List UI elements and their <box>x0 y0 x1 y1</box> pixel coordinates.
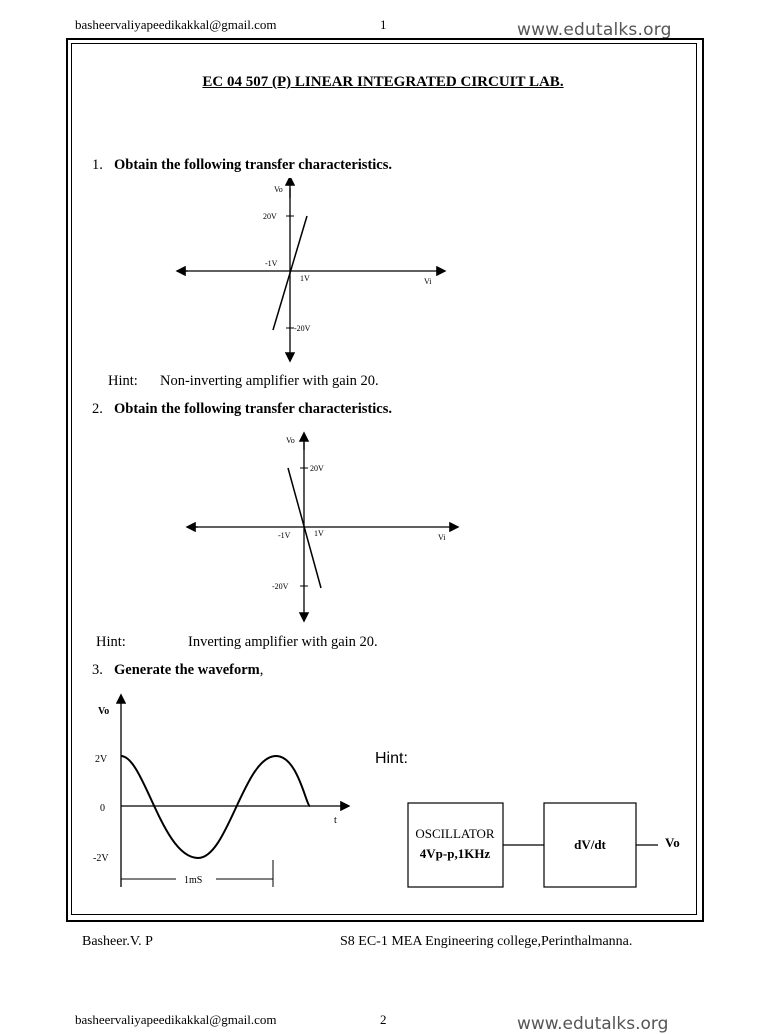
question-1-number: 1. <box>92 157 103 173</box>
graph-1-y-neg-label: -20V <box>294 324 311 333</box>
question-3 <box>92 662 263 679</box>
graph-2-y-label: Vo <box>286 436 295 445</box>
page-number: 1 <box>380 17 387 32</box>
waveform-t-label: t <box>334 815 337 826</box>
graph-2-y-neg-label: -20V <box>272 582 289 591</box>
hint-2-label: Hint: <box>96 634 126 650</box>
graph-2-x-label: Vi <box>438 533 446 542</box>
block-output-label: Vo <box>665 835 680 850</box>
question-2 <box>92 401 392 418</box>
hint-2 <box>96 634 378 651</box>
question-2-text: Obtain the following transfer characteristics. <box>114 401 393 417</box>
next-page-header-email: basheervaliyapeedikakkal@gmail.com <box>75 1012 277 1027</box>
waveform-zero-label: 0 <box>100 803 105 814</box>
question-3-text: Generate the waveform <box>114 662 260 678</box>
oscillator-label: OSCILLATOR <box>415 826 495 841</box>
next-page-header-website: www.edutalks.org <box>517 1014 669 1034</box>
hint-2-text: Inverting amplifier with gain 20. <box>188 634 378 650</box>
header-email: basheervaliyapeedikakkal@gmail.com <box>75 17 277 32</box>
transfer-characteristic-graph-2 <box>180 430 470 625</box>
graph-2-x-pos-label: 1V <box>314 529 324 538</box>
question-2-number: 2. <box>92 401 103 417</box>
hint-1-label: Hint: <box>108 373 138 389</box>
next-page-number: 2 <box>380 1012 387 1027</box>
question-3-suffix: , <box>259 662 264 678</box>
header-website: www.edutalks.org <box>517 20 672 40</box>
differentiator-label: dV/dt <box>574 837 606 852</box>
question-3-number: 3. <box>92 662 103 678</box>
graph-1-x-pos-label: 1V <box>300 274 310 283</box>
hint-3-label: Hint: <box>375 750 408 767</box>
graph-2-y-pos-label: 20V <box>310 464 324 473</box>
document-title: EC 04 507 (P) LINEAR INTEGRATED CIRCUIT LAB. <box>202 74 564 90</box>
footer-author: Basheer.V. P <box>82 934 153 949</box>
waveform-graph <box>88 692 358 892</box>
question-1 <box>92 157 392 174</box>
hint-1 <box>108 373 379 390</box>
transfer-characteristic-graph-1 <box>170 178 460 368</box>
graph-1-y-label: Vo <box>274 185 283 194</box>
waveform-y-pos-label: 2V <box>95 754 108 765</box>
sine-wave <box>121 756 310 858</box>
block-diagram <box>405 800 690 892</box>
graph-1-x-neg-label: -1V <box>265 259 278 268</box>
footer-college: S8 EC-1 MEA Engineering college,Perinthalmanna. <box>340 934 633 949</box>
waveform-period-label: 1mS <box>184 875 203 886</box>
graph-2-x-neg-label: -1V <box>278 531 291 540</box>
waveform-y-neg-label: -2V <box>93 853 109 864</box>
oscillator-spec: 4Vp-p,1KHz <box>419 846 491 861</box>
graph-1-y-pos-label: 20V <box>263 212 277 221</box>
waveform-y-label: Vo <box>98 706 110 717</box>
question-1-text: Obtain the following transfer characteristics. <box>114 157 393 173</box>
graph-1-x-label: Vi <box>424 277 432 286</box>
oscillator-block <box>408 803 503 887</box>
hint-1-text: Non-inverting amplifier with gain 20. <box>160 373 379 389</box>
